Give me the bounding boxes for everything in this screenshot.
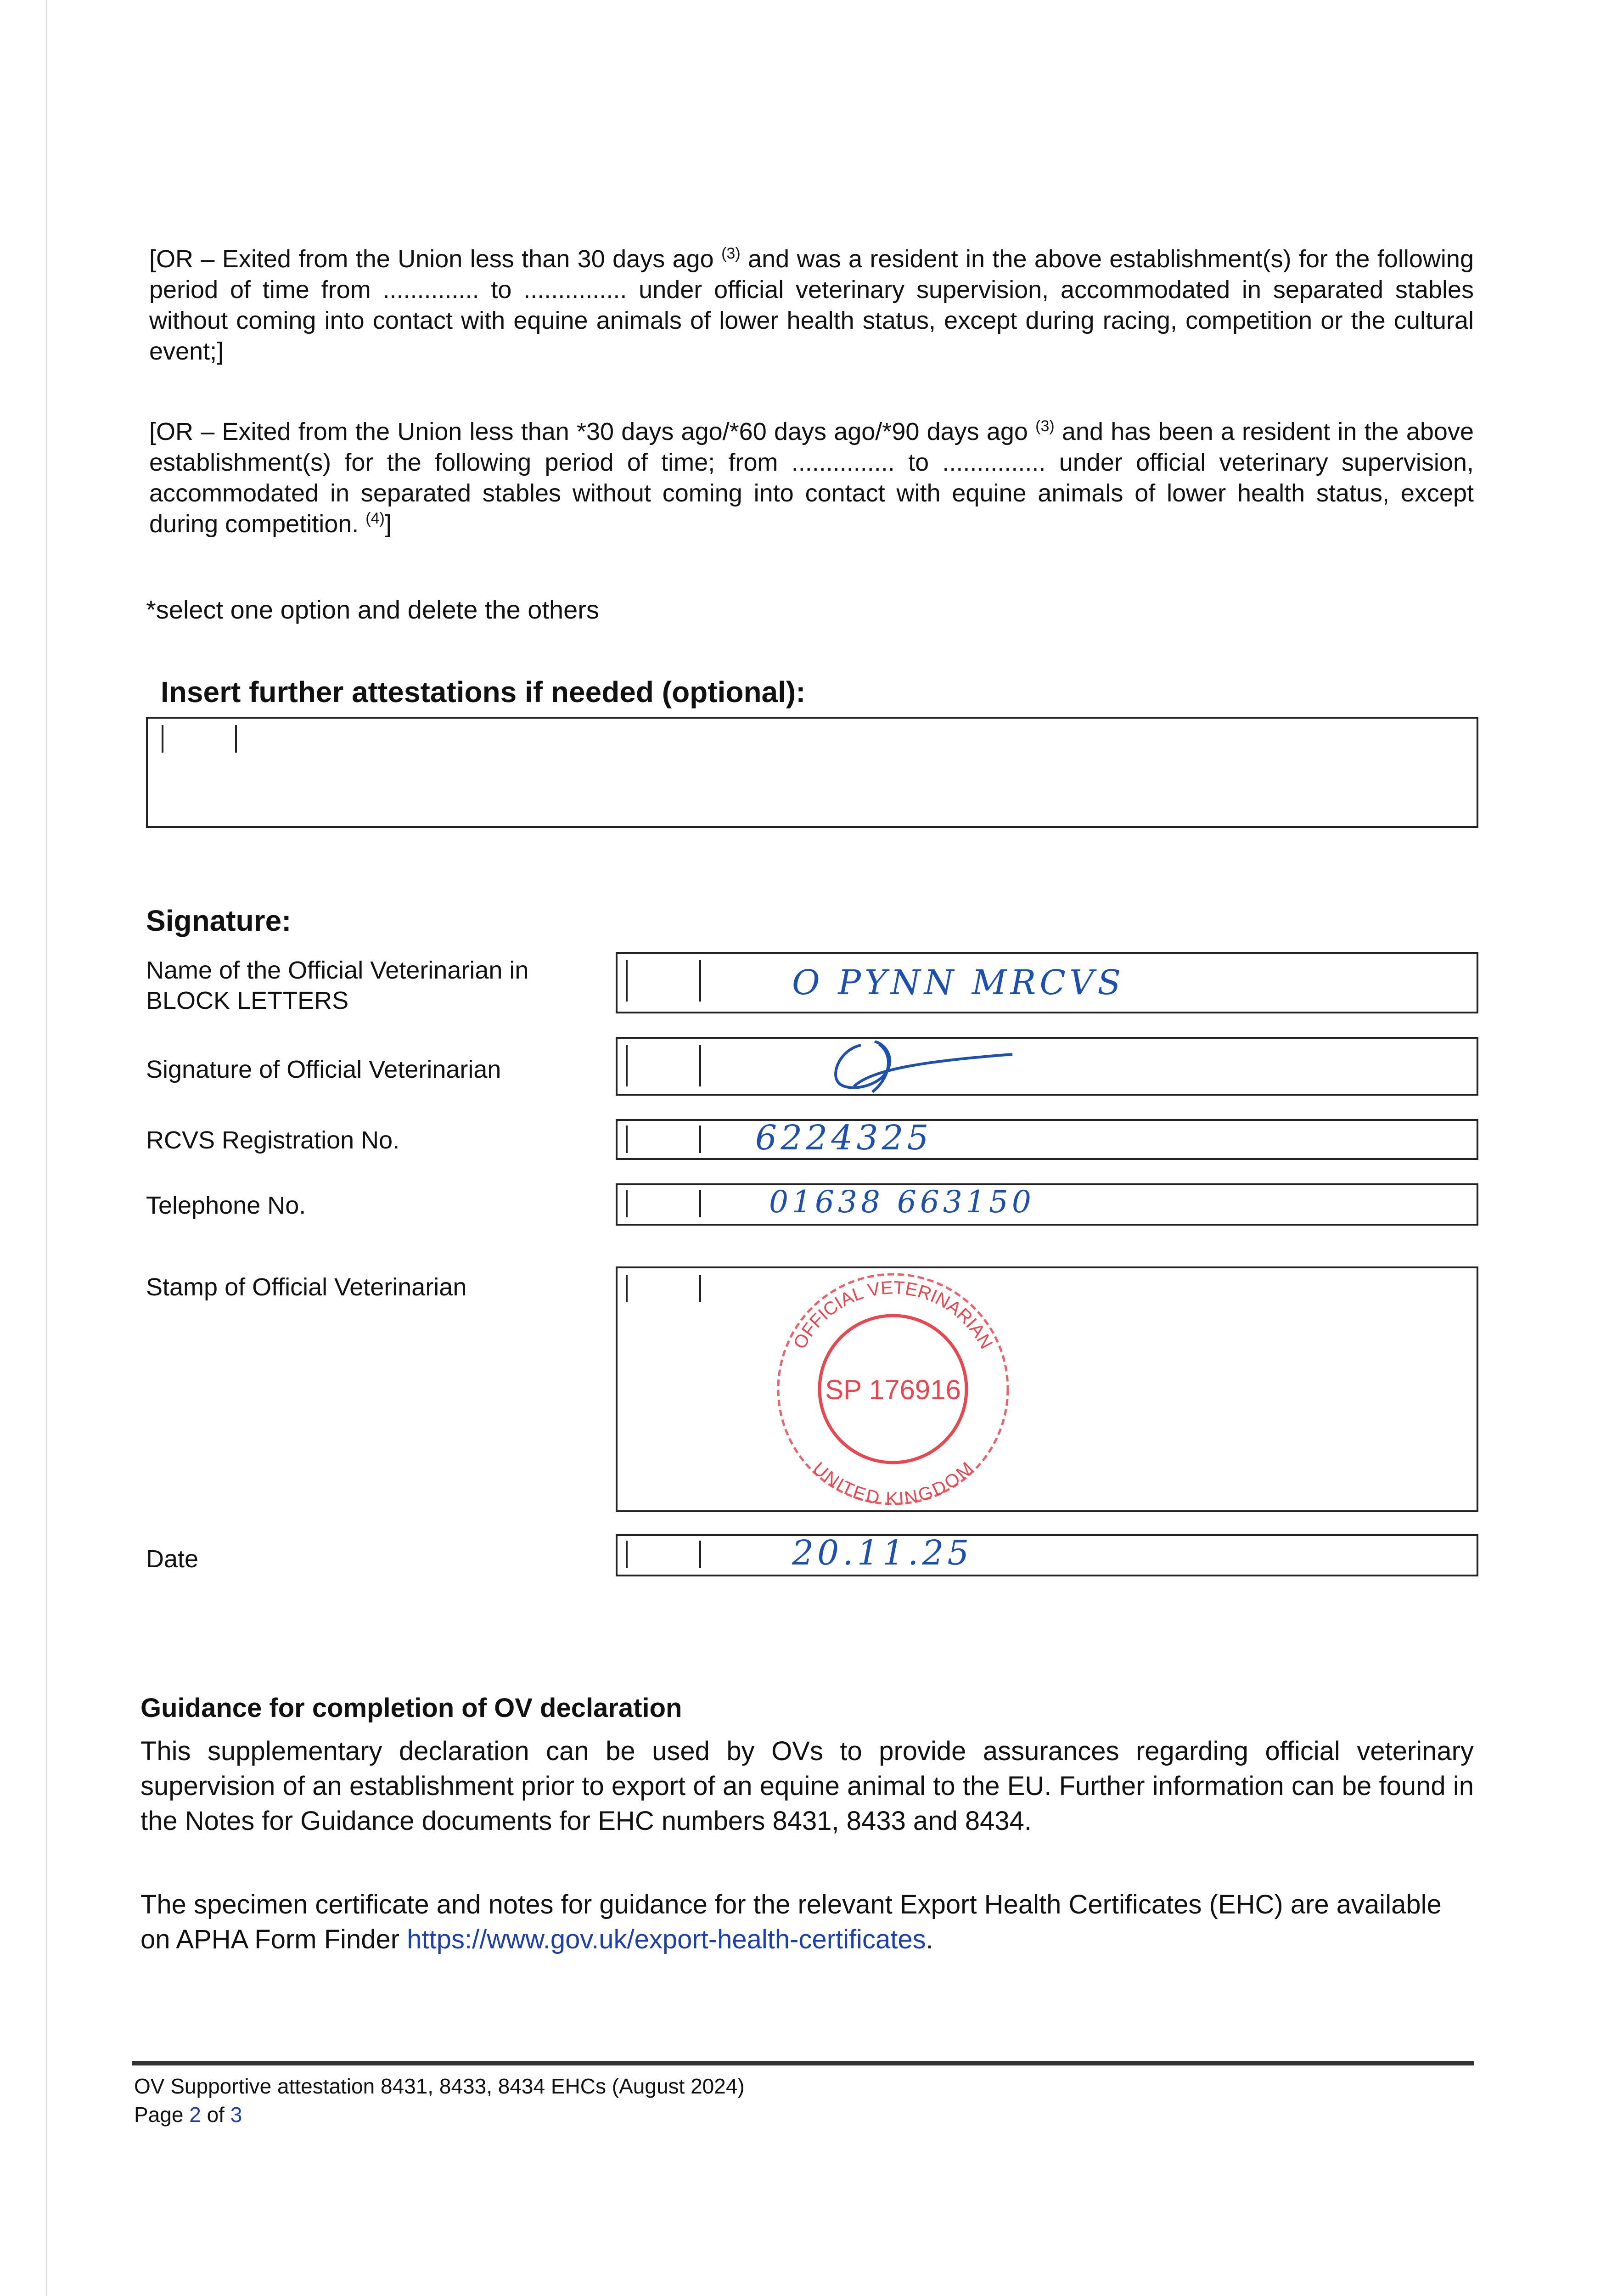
handwritten-signature — [820, 1041, 1022, 1094]
date-value: 20.11.25 — [792, 1533, 973, 1573]
field-marker — [626, 1275, 628, 1302]
stamp-field[interactable] — [616, 1266, 1478, 1512]
option-paragraph-2: [OR – Exited from the Union less than *30 days ago/*60 days ago/*90 days ago $^{(3)}$ and has been a resident in the above establishment(s) for the following period of time; from ............... to ............... under official veterinary supervision, accommodated in separated stables without coming into contact with equine animals of lower health status, except during competition. $^{(4)}$] — [149, 417, 1474, 538]
name-value: O PYNN MRCVS — [792, 963, 1125, 1002]
select-note: *select one option and delete the others — [146, 595, 599, 624]
signature-label: Signature of Official Veterinarian — [146, 1056, 501, 1083]
further-attestations-field[interactable] — [146, 717, 1478, 828]
stamp-label: Stamp of Official Veterinarian — [146, 1273, 467, 1301]
name-label: Name of the Official Veterinarian in BLOCK LETTERS — [146, 957, 529, 1014]
guidance-paragraph-2: The specimen certificate and notes for guidance for the relevant Export Health Certificates (EHC) are available on APHA Form Finder https://www.gov.uk/export-health-certificates. — [140, 1890, 1442, 1954]
footer — [134, 2072, 745, 2129]
field-marker — [626, 1190, 628, 1217]
guidance-paragraph-1: This supplementary declaration can be used by OVs to provide assurances regarding official veterinary supervision of an establishment prior to export of an equine animal to the EU. Further information can be found in the Notes for Guidance documents for EHC numbers 8431, 8433 and 8434. — [140, 1736, 1474, 1836]
field-marker — [699, 1125, 701, 1153]
date-field[interactable] — [616, 1534, 1478, 1576]
rcvs-label: RCVS Registration No. — [146, 1126, 400, 1154]
field-marker — [626, 1541, 628, 1568]
export-certificates-link[interactable]: https://www.gov.uk/export-health-certificates — [407, 1925, 926, 1954]
guidance-heading: Guidance for completion of OV declaration — [140, 1693, 682, 1723]
field-marker — [699, 1190, 701, 1217]
field-marker — [699, 1045, 701, 1086]
option-paragraph-1: [OR – Exited from the Union less than 30 days ago $^{(3)}$ and was a resident in the above establishment(s) for the following period of time from .............. to ............... under official veterinary supervision, accommodated in separated stables without coming into contact with equine animals of lower health status, except during racing, competition or the cultural event;] — [149, 245, 1474, 365]
page-number: Page 2 of 3 — [134, 2103, 242, 2127]
signature-heading: Signature: — [146, 904, 292, 937]
stamp-ring-top: OFFICIAL VETERINARIAN — [789, 1277, 997, 1353]
scan-edge — [46, 0, 47, 2296]
field-marker — [626, 1045, 628, 1086]
svg-text:UNITED KINGDOM — [809, 1458, 977, 1509]
further-attestations-heading: Insert further attestations if needed (optional): — [161, 675, 806, 709]
signature-field[interactable] — [616, 1037, 1478, 1096]
footer-divider — [132, 2061, 1474, 2065]
telephone-field[interactable] — [616, 1183, 1478, 1226]
stamp-number: SP 176916 — [825, 1374, 961, 1405]
rcvs-field[interactable] — [616, 1119, 1478, 1160]
telephone-value: 01638 663150 — [769, 1184, 1035, 1220]
field-marker — [626, 1125, 628, 1153]
field-marker — [162, 725, 163, 753]
footer-title: OV Supportive attestation 8431, 8433, 8434 EHCs (August 2024) — [134, 2074, 745, 2098]
date-label: Date — [146, 1545, 199, 1573]
field-marker — [235, 725, 237, 753]
name-field[interactable] — [616, 952, 1478, 1013]
official-stamp — [769, 1268, 1017, 1510]
rcvs-value: 6224325 — [755, 1118, 932, 1158]
telephone-label: Telephone No. — [146, 1192, 306, 1219]
field-marker — [699, 960, 701, 1002]
field-marker — [699, 1541, 701, 1568]
stamp-ring-bottom: UNITED KINGDOM — [809, 1458, 977, 1509]
field-marker — [626, 960, 628, 1002]
field-marker — [699, 1275, 701, 1302]
